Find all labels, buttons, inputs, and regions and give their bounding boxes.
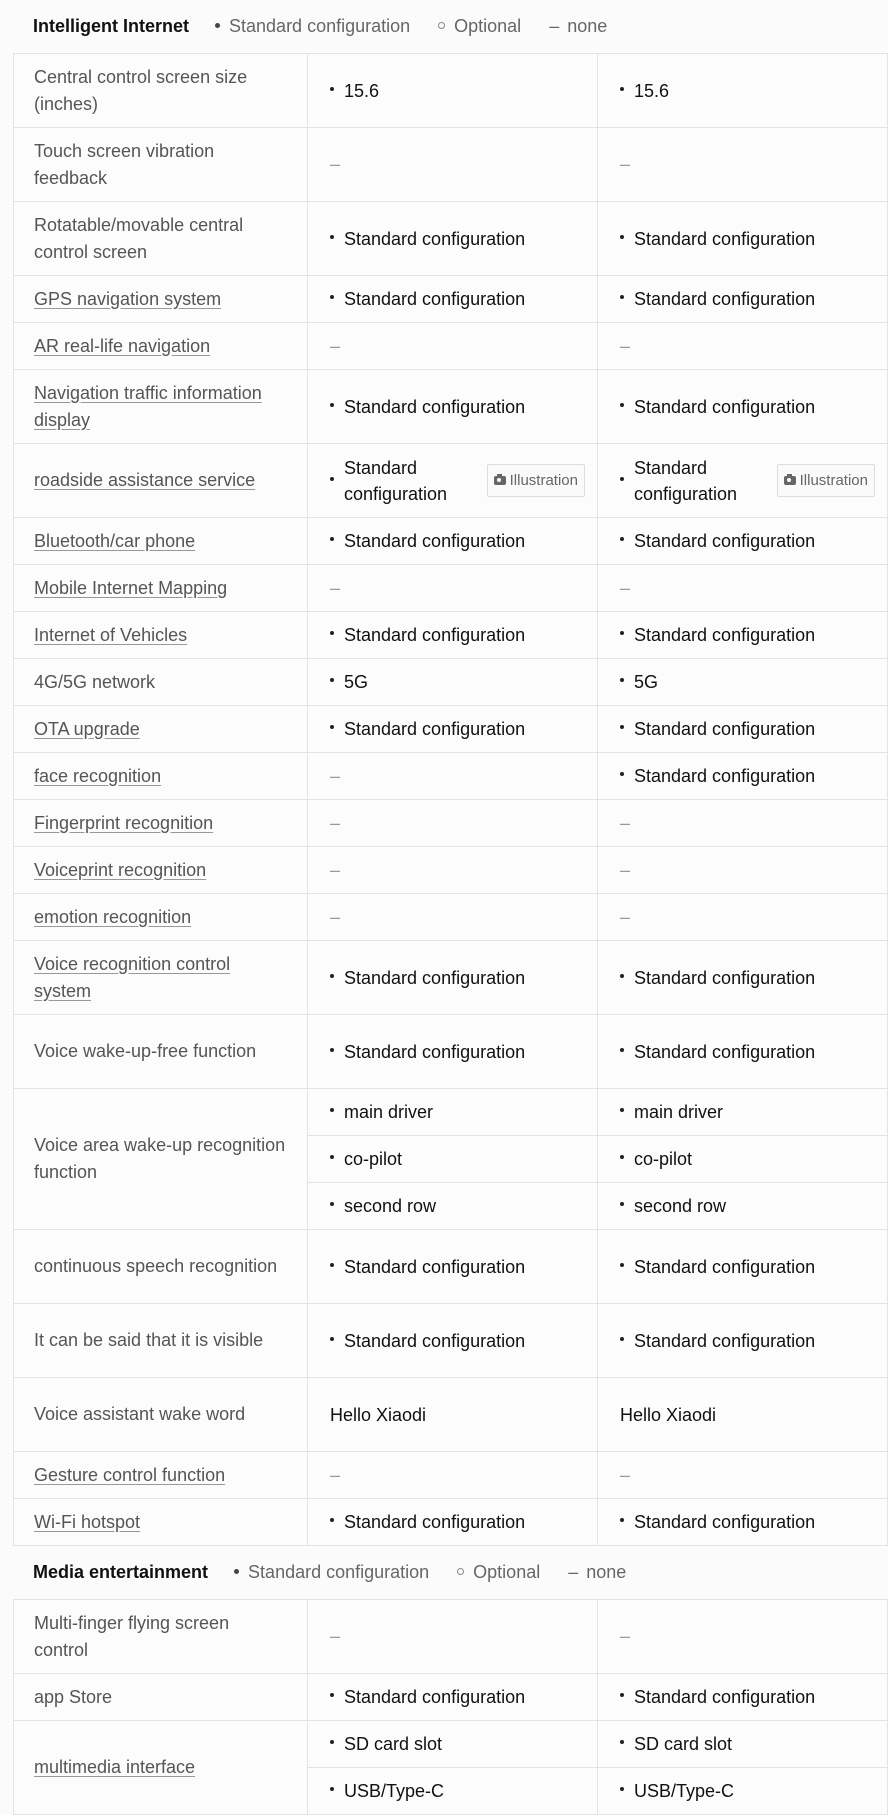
illustration-button[interactable]: [487, 464, 585, 497]
value-cell: [598, 1089, 888, 1136]
table-row: [14, 659, 888, 706]
value-text: USB/Type-C: [634, 1781, 735, 1801]
bullet-icon: [620, 1518, 624, 1522]
none-mark: –: [620, 154, 631, 174]
bullet-icon: [330, 678, 334, 682]
value-cell: [598, 753, 888, 800]
legend-optional: Optional: [457, 1562, 540, 1583]
value-cell: [308, 323, 598, 370]
value-text: co-pilot: [634, 1149, 693, 1169]
value-text: second row: [634, 1196, 727, 1216]
spec-label-text: continuous speech recognition: [34, 1256, 278, 1276]
table-row: [14, 1378, 888, 1452]
bullet-icon: [330, 87, 334, 91]
value-text: Standard configuration: [344, 719, 526, 739]
bullet-icon: [620, 477, 624, 481]
value-text: Standard configuration: [344, 1041, 526, 1062]
value-cell: [598, 276, 888, 323]
spec-label-text: It can be said that it is visible: [34, 1330, 264, 1350]
table-row: [14, 128, 888, 202]
none-mark: –: [620, 1464, 631, 1485]
table-row: [14, 1304, 888, 1378]
value-text: Standard configuration: [634, 625, 816, 645]
value-text: second row: [344, 1196, 437, 1216]
bullet-icon: [620, 631, 624, 635]
section-header-intelligent-internet: [0, 0, 800, 53]
spec-label-continuous-speech-recognition: [14, 1230, 308, 1304]
none-mark: –: [330, 577, 341, 598]
value-cell: [598, 54, 888, 128]
value-text: main driver: [344, 1102, 434, 1122]
bullet-icon: [330, 477, 334, 481]
table-row: [14, 370, 888, 444]
value-cell: [308, 202, 598, 276]
legend-none: – none: [568, 1562, 627, 1582]
bullet-icon: [330, 1693, 334, 1697]
value-cell: [598, 847, 888, 894]
bullet-icon: [620, 678, 624, 682]
bullet-icon: [620, 295, 624, 299]
value-cell: [308, 444, 598, 518]
value-text: Standard configuration: [634, 289, 816, 309]
value-text: SD card slot: [634, 1734, 733, 1754]
spec-label-bluetooth-car-phone[interactable]: [14, 518, 308, 565]
value-cell: [598, 1015, 888, 1089]
value-text: Hello Xiaodi: [620, 1404, 717, 1425]
bullet-icon: [620, 1693, 624, 1697]
bullet-icon: [330, 1518, 334, 1522]
value-text: Standard configuration: [344, 1330, 526, 1351]
legend-optional: Optional: [438, 16, 521, 37]
table-row: [14, 1721, 888, 1768]
value-text: Standard configuration: [634, 1041, 816, 1062]
none-mark: –: [330, 906, 341, 927]
section-header-media-entertainment: [0, 1546, 800, 1599]
value-text: co-pilot: [344, 1149, 403, 1169]
value-text: 15.6: [344, 80, 380, 101]
spec-label-voice-recognition-control-system[interactable]: [14, 941, 308, 1015]
value-cell: [308, 941, 598, 1015]
value-cell: [598, 941, 888, 1015]
value-cell: [308, 276, 598, 323]
value-text: SD card slot: [344, 1734, 443, 1754]
table-row: [14, 54, 888, 128]
bullet-icon: [620, 1202, 624, 1206]
spec-label-text[interactable]: Voice recognition control system: [34, 953, 231, 1001]
ring-icon: [438, 22, 445, 29]
none-mark: –: [330, 154, 341, 174]
bullet-icon: [620, 1263, 624, 1267]
spec-label-ar-real-life-navigation[interactable]: [14, 323, 308, 370]
spec-label-wi-fi-hotspot[interactable]: [14, 1499, 308, 1546]
spec-label-text[interactable]: emotion recognition: [34, 906, 192, 927]
value-cell: [598, 1304, 888, 1378]
table-row: [14, 518, 888, 565]
spec-label-gesture-control-function[interactable]: [14, 1452, 308, 1499]
bullet-icon: [215, 23, 220, 28]
value-text: Standard configuration: [634, 967, 816, 988]
bullet-icon: [330, 1202, 334, 1206]
table-row: [14, 1452, 888, 1499]
value-cell: [598, 1183, 888, 1230]
spec-label-text[interactable]: multimedia interface: [34, 1757, 196, 1777]
none-mark: –: [330, 812, 341, 833]
legend-none: – none: [549, 16, 608, 36]
value-text: Standard configuration: [344, 457, 448, 504]
none-mark: –: [330, 765, 341, 786]
spec-label-text[interactable]: Gesture control function: [34, 1464, 226, 1485]
table-row: [14, 1674, 888, 1721]
table-row: [14, 444, 888, 518]
none-mark: –: [620, 906, 631, 927]
spec-label-voice-assistant-wake-word: [14, 1378, 308, 1452]
value-cell: [598, 518, 888, 565]
section-title: Intelligent Internet: [33, 16, 190, 36]
value-cell: [598, 1721, 888, 1768]
bullet-icon: [330, 1263, 334, 1267]
bullet-icon: [330, 1048, 334, 1052]
bullet-icon: [620, 403, 624, 407]
table-row: [14, 1600, 888, 1674]
spec-label-face-recognition[interactable]: [14, 753, 308, 800]
bullet-icon: [620, 1337, 624, 1341]
bullet-icon: [330, 1155, 334, 1159]
value-text: main driver: [634, 1102, 724, 1122]
value-cell: [598, 612, 888, 659]
spec-label-text[interactable]: Internet of Vehicles: [34, 624, 188, 645]
value-cell: [308, 800, 598, 847]
value-cell: [308, 1015, 598, 1089]
spec-label-text: Touch screen vibration feedback: [34, 140, 215, 188]
bullet-icon: [620, 87, 624, 91]
value-cell: [308, 1674, 598, 1721]
camera-icon: [784, 476, 796, 485]
table-row: [14, 800, 888, 847]
value-cell: [308, 706, 598, 753]
bullet-icon: [330, 1108, 334, 1112]
spec-label-internet-of-vehicles[interactable]: [14, 612, 308, 659]
value-text: Standard configuration: [634, 457, 738, 504]
none-mark: –: [620, 859, 631, 880]
bullet-icon: [620, 1155, 624, 1159]
camera-icon: [494, 476, 506, 485]
bullet-icon: [234, 1569, 239, 1574]
value-text: 15.6: [634, 80, 670, 101]
spec-label-text[interactable]: Wi-Fi hotspot: [34, 1511, 141, 1532]
table-row: [14, 847, 888, 894]
illustration-button[interactable]: [777, 464, 875, 497]
table-row: [14, 1089, 888, 1136]
bullet-icon: [330, 1740, 334, 1744]
value-text: Standard configuration: [634, 766, 816, 786]
value-text: Standard configuration: [344, 1512, 526, 1532]
value-cell: [598, 565, 888, 612]
table-row: [14, 941, 888, 1015]
value-cell: [598, 1768, 888, 1815]
bullet-icon: [620, 772, 624, 776]
value-text: 5G: [634, 672, 659, 692]
spec-table-media-entertainment: [13, 1599, 888, 1815]
value-cell: [308, 1304, 598, 1378]
spec-label-text[interactable]: Bluetooth/car phone: [34, 530, 196, 551]
spec-label-text: app Store: [34, 1686, 113, 1707]
value-text: 5G: [344, 672, 369, 692]
table-row: [14, 276, 888, 323]
spec-label-rotatable-movable-central-control-screen: [14, 202, 308, 276]
value-cell: [308, 894, 598, 941]
spec-label-fingerprint-recognition[interactable]: [14, 800, 308, 847]
none-mark: –: [620, 1626, 631, 1646]
bullet-icon: [330, 1787, 334, 1791]
spec-label-text[interactable]: OTA upgrade: [34, 718, 140, 739]
value-cell: [308, 1499, 598, 1546]
value-cell: [308, 1378, 598, 1452]
legend-standard: Standard configuration: [215, 16, 410, 37]
value-cell: [308, 1721, 598, 1768]
table-row: [14, 1015, 888, 1089]
spec-label-4g-5g-network: [14, 659, 308, 706]
spec-label-text[interactable]: roadside assistance service: [34, 470, 256, 490]
bullet-icon: [330, 725, 334, 729]
bullet-icon: [620, 974, 624, 978]
spec-label-voiceprint-recognition[interactable]: [14, 847, 308, 894]
value-cell: [598, 1452, 888, 1499]
table-row: [14, 565, 888, 612]
value-cell: [308, 518, 598, 565]
value-text: Standard configuration: [634, 1687, 816, 1707]
table-row: [14, 202, 888, 276]
spec-label-multi-finger-flying-screen-control: [14, 1600, 308, 1674]
value-cell: [308, 753, 598, 800]
value-text: Standard configuration: [344, 228, 526, 249]
value-cell: [308, 1452, 598, 1499]
value-cell: [598, 1600, 888, 1674]
spec-label-text: 4G/5G network: [34, 671, 156, 692]
spec-table-intelligent-internet: [13, 53, 888, 1546]
value-cell: [308, 847, 598, 894]
spec-label-it-can-be-said-that-it-is-visible: [14, 1304, 308, 1378]
spec-label-multimedia-interface[interactable]: [14, 1721, 308, 1815]
value-cell: [308, 1183, 598, 1230]
bullet-icon: [620, 537, 624, 541]
value-text: Standard configuration: [634, 396, 816, 417]
bullet-icon: [330, 295, 334, 299]
spec-label-text: Central control screen size (inches): [34, 66, 248, 114]
none-mark: –: [620, 812, 631, 833]
value-text: USB/Type-C: [344, 1781, 445, 1801]
value-cell: [308, 370, 598, 444]
value-cell: [598, 128, 888, 202]
bullet-icon: [620, 1787, 624, 1791]
value-cell: [308, 659, 598, 706]
spec-label-text[interactable]: Navigation traffic information display: [34, 382, 262, 430]
value-text: Standard configuration: [634, 531, 816, 551]
bullet-icon: [330, 537, 334, 541]
value-cell: [598, 706, 888, 753]
value-cell: [308, 54, 598, 128]
value-cell: [598, 323, 888, 370]
bullet-icon: [620, 725, 624, 729]
value-cell: [598, 1378, 888, 1452]
spec-label-emotion-recognition[interactable]: [14, 894, 308, 941]
value-cell: [308, 1230, 598, 1304]
value-cell: [308, 1768, 598, 1815]
value-cell: [598, 1136, 888, 1183]
value-cell: [308, 1136, 598, 1183]
bullet-icon: [330, 403, 334, 407]
spec-label-app-store: [14, 1674, 308, 1721]
value-text: Standard configuration: [344, 1687, 526, 1707]
value-cell: [308, 612, 598, 659]
value-text: Standard configuration: [634, 1256, 816, 1277]
value-text: Hello Xiaodi: [330, 1404, 427, 1425]
spec-label-text[interactable]: Voiceprint recognition: [34, 859, 207, 880]
value-cell: [598, 1674, 888, 1721]
spec-label-text[interactable]: Fingerprint recognition: [34, 812, 214, 833]
table-row: [14, 753, 888, 800]
value-text: Standard configuration: [344, 396, 526, 417]
spec-label-roadside-assistance-service[interactable]: [14, 444, 308, 518]
spec-label-text: Voice area wake-up recognition function: [34, 1135, 286, 1182]
value-cell: [598, 800, 888, 847]
bullet-icon: [330, 235, 334, 239]
spec-label-ota-upgrade[interactable]: [14, 706, 308, 753]
table-row: [14, 1499, 888, 1546]
none-mark: –: [620, 577, 631, 598]
value-cell: [598, 1230, 888, 1304]
spec-label-mobile-internet-mapping[interactable]: [14, 565, 308, 612]
bullet-icon: [330, 1337, 334, 1341]
spec-label-text[interactable]: face recognition: [34, 765, 162, 786]
spec-label-voice-area-wake-up-recognition-function: [14, 1089, 308, 1230]
bullet-icon: [620, 1048, 624, 1052]
value-cell: [308, 565, 598, 612]
spec-label-text: Multi-finger flying screen control: [34, 1612, 230, 1660]
ring-icon: [457, 1568, 464, 1575]
illustration-label: Illustration: [509, 472, 578, 489]
bullet-icon: [620, 1740, 624, 1744]
value-cell: [598, 444, 888, 518]
section-title: Media entertainment: [33, 1562, 209, 1582]
table-row: [14, 323, 888, 370]
value-text: Standard configuration: [344, 289, 526, 309]
spec-label-text: Voice wake-up-free function: [34, 1041, 257, 1061]
value-text: Standard configuration: [634, 1512, 816, 1532]
bullet-icon: [330, 631, 334, 635]
none-mark: –: [330, 1626, 341, 1646]
value-text: Standard configuration: [344, 625, 526, 645]
spec-label-voice-wake-up-free-function: [14, 1015, 308, 1089]
spec-label-text: Voice assistant wake word: [34, 1404, 246, 1424]
legend-standard: Standard configuration: [234, 1562, 429, 1583]
bullet-icon: [620, 1108, 624, 1112]
table-row: [14, 894, 888, 941]
spec-label-central-control-screen-size-inches: [14, 54, 308, 128]
table-row: [14, 706, 888, 753]
spec-label-text[interactable]: Mobile Internet Mapping: [34, 577, 228, 598]
value-text: Standard configuration: [344, 967, 526, 988]
value-cell: [598, 659, 888, 706]
spec-label-navigation-traffic-information-display[interactable]: [14, 370, 308, 444]
bullet-icon: [330, 974, 334, 978]
bullet-icon: [620, 235, 624, 239]
spec-label-text[interactable]: GPS navigation system: [34, 288, 222, 309]
value-cell: [308, 1089, 598, 1136]
table-row: [14, 1230, 888, 1304]
spec-label-gps-navigation-system[interactable]: [14, 276, 308, 323]
none-mark: –: [330, 859, 341, 880]
value-cell: [598, 202, 888, 276]
value-cell: [598, 1499, 888, 1546]
value-text: Standard configuration: [634, 228, 816, 249]
none-mark: –: [330, 335, 341, 356]
value-text: Standard configuration: [634, 719, 816, 739]
illustration-label: Illustration: [799, 472, 868, 489]
value-cell: [598, 894, 888, 941]
value-text: Standard configuration: [344, 531, 526, 551]
value-cell: [308, 128, 598, 202]
value-cell: [308, 1600, 598, 1674]
spec-label-touch-screen-vibration-feedback: [14, 128, 308, 202]
value-text: Standard configuration: [634, 1330, 816, 1351]
none-mark: –: [330, 1464, 341, 1485]
none-mark: –: [620, 335, 631, 356]
table-row: [14, 612, 888, 659]
spec-label-text: Rotatable/movable central control screen: [34, 214, 244, 262]
value-cell: [598, 370, 888, 444]
spec-label-text[interactable]: AR real-life navigation: [34, 335, 211, 356]
value-text: Standard configuration: [344, 1256, 526, 1277]
